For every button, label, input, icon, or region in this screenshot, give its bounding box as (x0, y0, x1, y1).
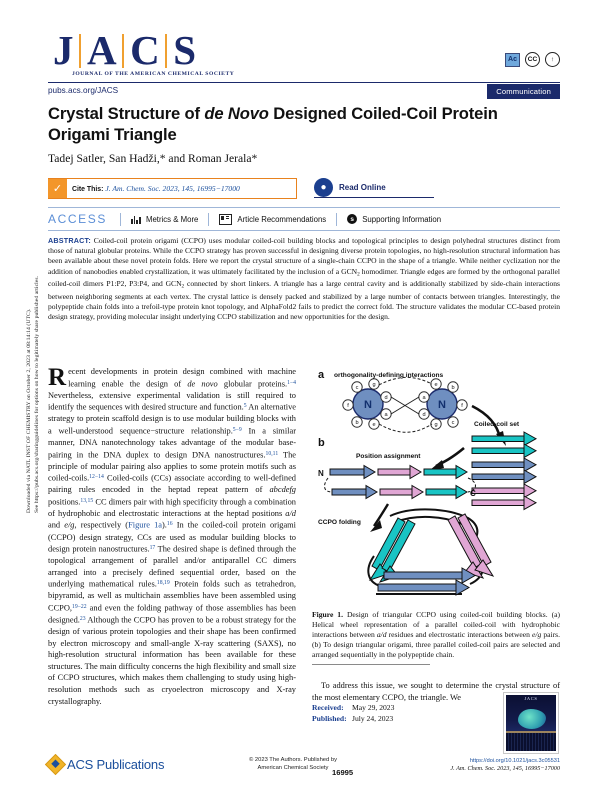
ccpo-folding-label: CCPO folding (318, 519, 361, 526)
p1-o: Protein folds such as tetrahedron, bipyramid, as well as multichain assemblies have been assembled using CCPO, (48, 579, 296, 613)
citation-ref-7[interactable]: 16 (166, 521, 173, 528)
supporting-info-icon: s (347, 214, 357, 224)
svg-text:b: b (355, 420, 359, 426)
figure-1 (312, 366, 560, 606)
logo-letter-c: C (130, 27, 159, 73)
p1-n: The desired shape is defined through the topological arrangement of parallel and/or antiparallel CC dimers arranged into a precisely defined sequential order, based on the underlying mathematical rules. (48, 544, 296, 589)
svg-text:N: N (438, 399, 446, 411)
metrics-label: Metrics & More (145, 214, 199, 224)
abstract-label: ABSTRACT: (48, 236, 91, 245)
divider-2 (208, 213, 209, 226)
p1-b: globular proteins. (217, 379, 288, 389)
core-interaction-lines (391, 397, 419, 414)
panel-b-label: b (318, 437, 325, 449)
logo-letter-a: A (87, 27, 116, 73)
n-terminus-label: N (318, 469, 324, 478)
c-terminus-label: C (470, 489, 476, 498)
citation-ref-3[interactable]: 5−9 (232, 426, 242, 433)
helical-wheel-right (419, 379, 467, 429)
download-notice-line1: Downloaded via NATL INST OF CHEMISTRY on October 2, 2023 at 08:14:14 (UTC). (26, 308, 32, 513)
cover-molecule-graphic (518, 709, 546, 729)
logo-divider-1 (79, 34, 82, 68)
creative-commons-icon: CC (525, 52, 540, 67)
p1-g: Coiled-coils (CCs) associate according to well-defined pairing rules encoded in the heptad repeat pattern of (48, 473, 296, 495)
title-part-2: Designed Coiled-Coil Protein Origami Triangle (48, 104, 498, 144)
p1-m: In the coiled-coil protein origami (CCPO) design strategy, CCs are used as modular building blocks to design protein nanostructures. (48, 521, 297, 554)
panel-a-label: a (318, 369, 325, 381)
cover-artwork (506, 695, 556, 751)
svg-text:e: e (372, 422, 376, 428)
acs-publications-logo (48, 757, 164, 772)
figure-caption-b: residues and electrostatic interactions between (386, 629, 533, 639)
citation-ref-6[interactable]: 13,15 (80, 497, 94, 504)
page-number: 16995 (332, 768, 354, 777)
check-circle-icon: ✓ (48, 179, 67, 198)
p1-f: The principle of modular pairing also applies to some protein motifs such as coiled-coils. (48, 450, 296, 483)
body-paragraph-1 (48, 366, 296, 707)
p1-i: CC dimers pair with high specificity through a combination of hydrophobic and electrostatic interactions at the heptad positions (48, 497, 296, 518)
page-title (48, 104, 560, 145)
doi-block (450, 757, 560, 773)
svg-text:g: g (434, 422, 438, 428)
acs-publications-label: ACS Publications (67, 757, 165, 772)
divider-3 (336, 213, 337, 226)
bar-chart-icon (131, 215, 141, 224)
article-type-badge: Communication (487, 84, 560, 99)
divider-1 (120, 213, 121, 226)
cite-this-box[interactable] (48, 178, 297, 199)
p1-p: and even the folding pathway of those assemblies has been designed. (48, 603, 296, 625)
recommendations-label: Article Recommendations (237, 214, 327, 224)
citation-ref-4[interactable]: 10,11 (265, 450, 279, 457)
p1-k: , respectively ( (74, 521, 129, 531)
journal-subtitle: JOURNAL OF THE AMERICAN CHEMICAL SOCIETY (72, 71, 235, 77)
footer-citation: J. Am. Chem. Soc. 2023, 145, 16995−17000 (450, 765, 560, 772)
logo-letter-s: S (173, 27, 196, 73)
body-column-left (48, 366, 296, 707)
doi-link[interactable]: https://doi.org/10.1021/jacs.3c05531 (469, 758, 560, 764)
access-toolbar (48, 207, 560, 231)
svg-text:d: d (384, 395, 388, 401)
figure-caption-i2: e/g (532, 629, 542, 639)
coiled-coil-set-label: Coiled-coil set (474, 421, 520, 428)
citation-ref-10[interactable]: 19−22 (71, 604, 87, 610)
body-paragraph-2: To address this issue, we sought to determine the crystal structure of the most elementary CCPO, the triangle. We (312, 681, 560, 702)
p1-e: In a similar manner, DNA nanotechnology takes advantage of the modular base-pairing in the DNA duplex to design DNA nanostructures. (48, 426, 296, 460)
assignment-row-bottom (332, 486, 467, 499)
svg-text:c: c (355, 385, 359, 391)
journal-cover-thumbnail (503, 692, 559, 754)
svg-text:d: d (422, 412, 426, 418)
title-part-1: Crystal Structure of (48, 104, 205, 123)
page-footer (48, 757, 560, 787)
published-row (312, 713, 472, 724)
abstract-sub-1: 2 (357, 270, 360, 277)
cover-skyline (506, 733, 556, 751)
p1-italic-2: abcdefg (269, 485, 296, 495)
read-online-button[interactable] (314, 178, 434, 198)
article-icon (219, 214, 232, 225)
citation-ref-11[interactable]: 23 (79, 616, 86, 623)
published-label: Published: (312, 714, 347, 723)
logo-divider-2 (122, 34, 125, 68)
read-online-icon: ● (314, 178, 333, 197)
citation-ref-5[interactable]: 12−14 (89, 474, 104, 481)
supporting-label: Supporting Information (362, 214, 442, 224)
masthead-rule (48, 82, 560, 83)
svg-text:f: f (347, 403, 349, 409)
svg-text:N: N (364, 399, 372, 411)
acs-diamond-icon (45, 754, 66, 775)
cover-title: JACS (524, 696, 538, 701)
abstract-text-b: homodimer. Triangle edges are formed by the orthogonal parallel coiled-coil dimers P1:P2, P3:P4, and GCN (48, 266, 561, 289)
abstract-text-c: connected by short linkers. A triangle has a large central cavity and is additionally stabilized by side-chain interactions between neighboring segments at each vertex. The crystal lattice is densely packed and stabilized by a large number of contacts between triangles. Interestingly, the polypeptide chain folds into a trefoil-type protein knot topology, and AlphaFold2 fails to predict the correct fold. The structure validates the modular CC-based protein design strategy, providing molecular insight underlying CCPO stabilization and new opportunities for the design. (48, 279, 560, 322)
svg-text:g: g (372, 382, 376, 388)
published-value: July 24, 2023 (352, 714, 394, 723)
panel-a-title: orthogonality-defining interactions (334, 372, 444, 379)
p1-l: ). (161, 521, 167, 531)
download-notice (25, 143, 41, 513)
received-row (312, 702, 472, 713)
p1-h: positions. (48, 497, 81, 507)
received-value: May 29, 2023 (352, 703, 395, 712)
download-notice-line2: See https://pubs.acs.org/sharingguidelines for options on how to legitimately share published articles. (34, 275, 40, 513)
abstract (48, 236, 560, 322)
p1-italic-4: e/g (64, 521, 75, 531)
svg-text:a: a (384, 412, 388, 418)
citation-ref-8[interactable]: 17 (149, 545, 156, 552)
access-label[interactable]: ACCESS (48, 212, 107, 226)
drop-cap: R (48, 364, 67, 391)
coiled-coil-set-arrows (472, 432, 536, 510)
cite-this-label (67, 184, 240, 193)
publication-dates (312, 702, 472, 724)
folding-arrow (370, 504, 388, 532)
cite-this-value: J. Am. Chem. Soc. 2023, 145, 16995−17000 (105, 184, 240, 193)
open-access-icon: ↑ (545, 52, 560, 67)
column-rule (312, 664, 430, 665)
figure-caption-i1: a/d (376, 629, 387, 639)
copyright-line-1: © 2023 The Authors. Published by (249, 757, 337, 763)
read-online-label: Read Online (339, 183, 386, 192)
figure-caption-label: Figure 1. (312, 610, 344, 619)
p1-q: Although the CCPO has proven to be a robust strategy for the design of various protein topologies and their shape has been confirmed by electron microscopy and small-angle X-ray scattering (SAXS), no high-resolution structural information has been available for these structures. The main difficulty concerns the high flexibility and small size of CCPO structures, which makes them challenging to study using high-resolution methods such as cryoelectron microscopy and X-ray crystallography. (48, 615, 296, 706)
abstract-text-a: Coiled-coil protein origami (CCPO) uses modular coiled-coil building blocks and topological principles to design polyhedral structures distinct from those of natural globular proteins. While the CCPO strategy has proven successful in designing diverse protein topologies, no high-resolution structural information has been available about these novel protein folds. Here we report the crystal structure of a single-chain CCPO in the shape of a triangle. While neither cyclization nor the addition of nanobodies enabled crystallization, it was ultimately facilitated by the inclusion of a GCN (48, 236, 560, 276)
cite-this-text: Cite This: (72, 186, 104, 193)
cite-row (48, 178, 560, 200)
p1-a: ecent developments in protein design combined with machine learning enable the design of (68, 367, 296, 389)
svg-text:f: f (461, 403, 463, 409)
figure-caption-c: pairs. (b) To design triangular origami, three parallel coiled-coil pairs are selected and arranged sequentially in the polypeptide chain. (312, 629, 560, 659)
supporting-information-button[interactable] (347, 214, 441, 224)
abstract-sub-2: 2 (181, 283, 185, 290)
assignment-row-top (330, 466, 467, 479)
svg-text:b: b (451, 385, 455, 391)
citation-ref-9[interactable]: 18,19 (156, 580, 170, 587)
title-italic: de Novo (204, 104, 269, 123)
p1-d: An alternative strategy to protein scaffold design is to use modular building blocks with a well-understood sequence−structure relationship. (48, 402, 296, 436)
metrics-and-more-button[interactable] (131, 215, 198, 224)
masthead (48, 26, 560, 88)
author-list: Tadej Satler, San Hadži,* and Roman Jerala* (48, 152, 258, 165)
helical-wheel-left (343, 379, 391, 429)
pubs-url-link[interactable]: pubs.acs.org/JACS (48, 86, 119, 95)
citation-ref-2[interactable]: 5 (243, 403, 247, 410)
figure-1-graphic (312, 366, 560, 606)
acs-authorchoice-icon: Ac (505, 53, 520, 67)
logo-divider-3 (165, 34, 168, 68)
badge-icons (505, 52, 560, 67)
figure-1-caption (312, 610, 560, 660)
svg-text:e: e (434, 382, 438, 388)
panel-b-title: Position assignment (356, 453, 421, 460)
triangle-structure (368, 509, 493, 595)
received-label: Received: (312, 703, 344, 712)
citation-ref-1[interactable]: 1−4 (287, 379, 296, 386)
p1-c: Nevertheless, extensive experimental validation is still required to identify the sequences with desired structure and function. (48, 390, 296, 412)
svg-text:a: a (422, 395, 426, 401)
figure-caption-a: Design of triangular CCPO using coiled-coil building blocks. (a) Helical wheel representation of a parallel coiled-coil with hydrophobic interactions between (312, 610, 560, 639)
svg-text:c: c (451, 420, 455, 426)
p1-italic-3: a/d (285, 508, 296, 518)
logo-letter-j: J (53, 27, 73, 73)
copyright-line-2: American Chemical Society (257, 764, 329, 771)
article-recommendations-button[interactable] (219, 214, 326, 225)
figure-1a-link[interactable]: Figure 1a (128, 521, 162, 531)
jacs-logo (48, 26, 560, 73)
p1-italic-1: de novo (187, 379, 218, 389)
p1-j: and (48, 521, 65, 531)
